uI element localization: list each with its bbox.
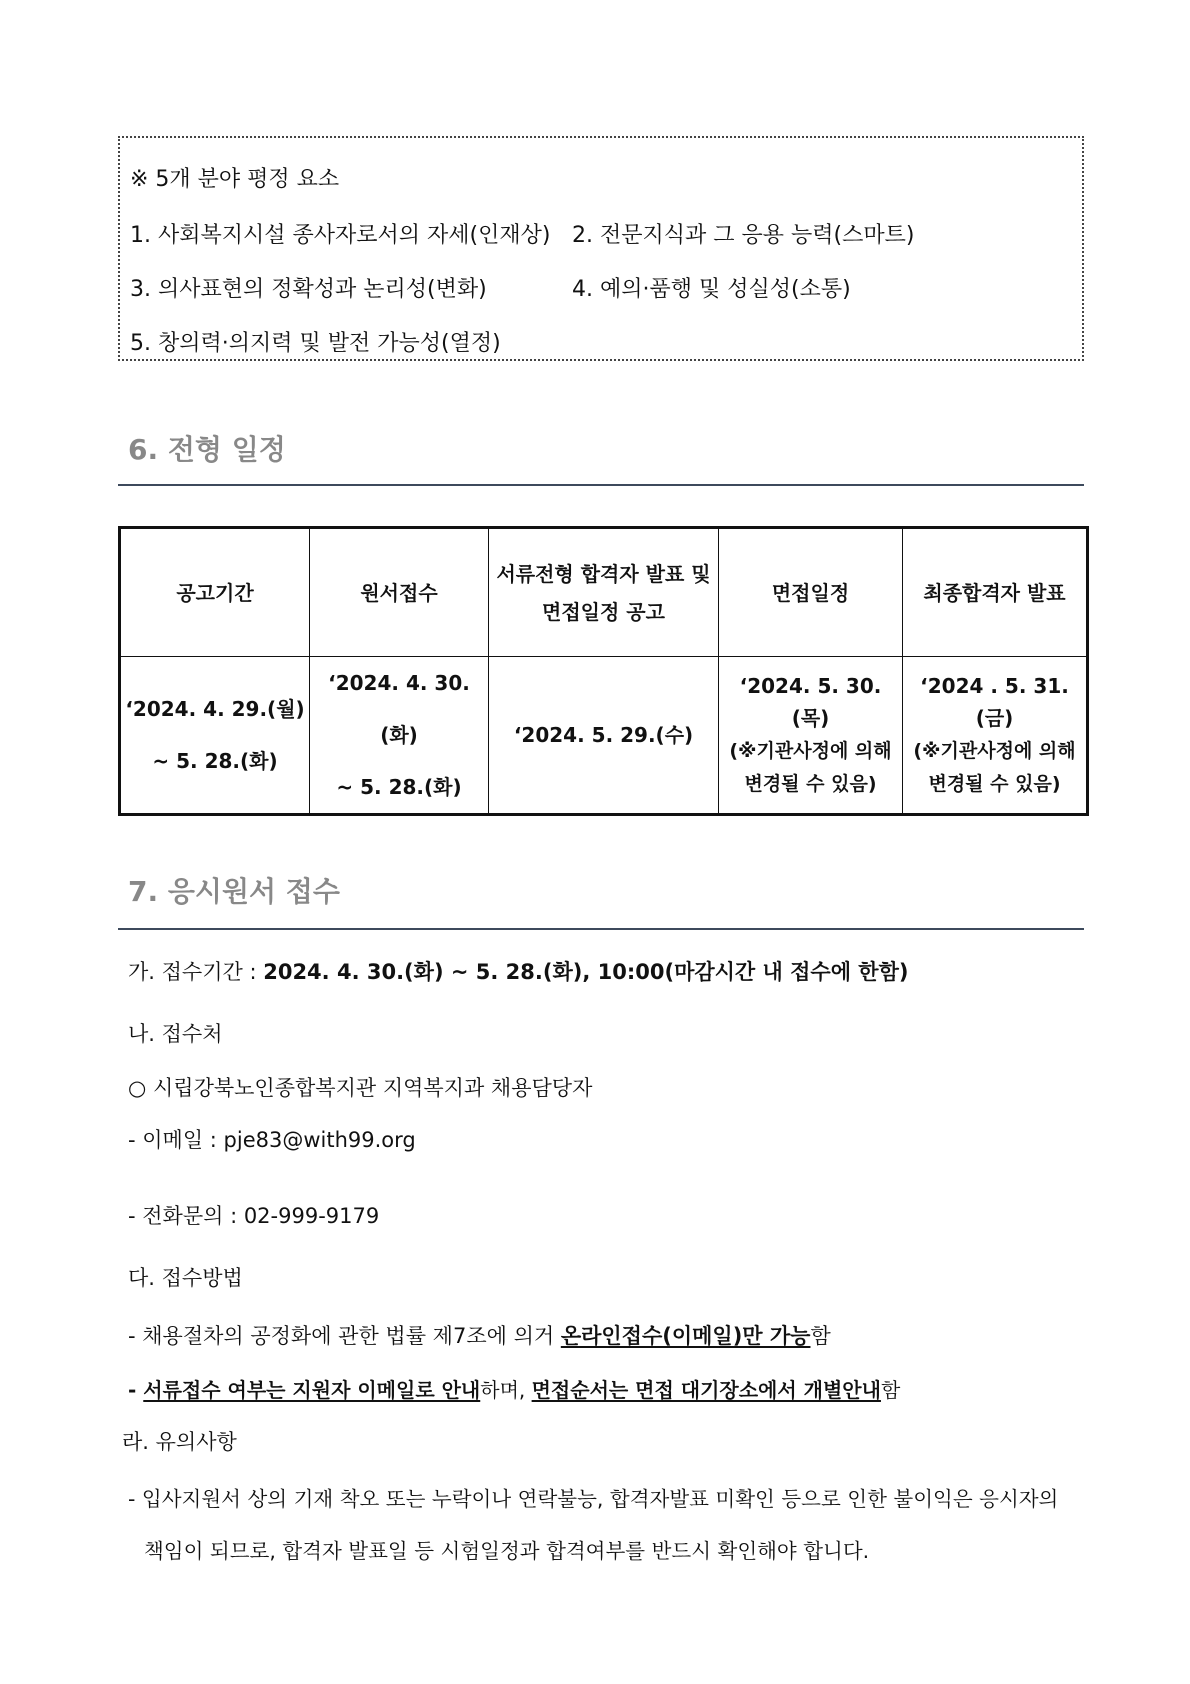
cell-final-result bbox=[903, 657, 1088, 815]
criteria-item-4: 4. 예의·품행 및 성실성(소통) bbox=[572, 277, 851, 302]
schedule-table bbox=[118, 526, 1089, 816]
cell-receipt-end: ~ 5. 28.(화) bbox=[336, 775, 462, 799]
method-2-mid: 하며, bbox=[480, 1378, 532, 1402]
receipt-method-line-2 bbox=[128, 1374, 900, 1403]
criteria-item-3: 3. 의사표현의 정확성과 논리성(변화) bbox=[130, 277, 487, 302]
cell-application-receipt bbox=[310, 657, 489, 815]
cell-announcement-end: ~ 5. 28.(화) bbox=[152, 749, 278, 773]
cell-final-date: ‘2024 . 5. 31.(금) bbox=[920, 674, 1069, 730]
cell-announcement-period bbox=[120, 657, 310, 815]
header-application-receipt: 원서접수 bbox=[310, 528, 489, 657]
section-6-title: 6. 전형 일정 bbox=[128, 433, 286, 466]
receipt-period-label: 가. 접수기간 : bbox=[128, 960, 264, 984]
method-2-suffix: 함 bbox=[880, 1378, 901, 1402]
receipt-email: - 이메일 : pje83@with99.org bbox=[128, 1128, 416, 1152]
receipt-period-line bbox=[128, 956, 908, 986]
receipt-method-heading: 다. 접수방법 bbox=[128, 1266, 243, 1290]
cell-interview-note-2: 변경될 수 있음) bbox=[744, 773, 877, 795]
criteria-item-2: 2. 전문지식과 그 응용 능력(스마트) bbox=[572, 223, 915, 248]
criteria-item-1: 1. 사회복지시설 종사자로서의 자세(인재상) bbox=[130, 223, 551, 248]
header-document-result-line1: 서류전형 합격자 발표 및 bbox=[496, 561, 711, 586]
header-interview-schedule: 면접일정 bbox=[719, 528, 903, 657]
cell-announcement-start: ‘2024. 4. 29.(월) bbox=[125, 697, 305, 721]
cell-interview-date: ‘2024. 5. 30.(목) bbox=[739, 674, 882, 730]
method-1-suffix: 함 bbox=[810, 1324, 831, 1348]
cell-interview-schedule bbox=[719, 657, 903, 815]
section-7-divider bbox=[118, 928, 1084, 930]
method-1-emphasis: 온라인접수(이메일)만 가능 bbox=[560, 1324, 811, 1348]
notes-line-2: 책임이 되므로, 합격자 발표일 등 시험일정과 합격여부를 반드시 확인해야 합니다. bbox=[144, 1539, 870, 1563]
cell-receipt-start: ‘2024. 4. 30.(화) bbox=[328, 671, 470, 747]
cell-final-note-1: (※기관사정에 의해 bbox=[913, 740, 1076, 762]
notes-heading: 라. 유의사항 bbox=[122, 1430, 237, 1454]
method-1-prefix: - 채용절차의 공정화에 관한 법률 제7조에 의거 bbox=[128, 1324, 561, 1348]
receipt-place-heading: 나. 접수처 bbox=[128, 1022, 223, 1046]
header-document-result-line2: 면접일정 공고 bbox=[542, 599, 665, 624]
cell-final-note-2: 변경될 수 있음) bbox=[928, 773, 1061, 795]
cell-interview-note-1: (※기관사정에 의해 bbox=[729, 740, 892, 762]
header-announcement-period: 공고기간 bbox=[120, 528, 310, 657]
notes-line-1: - 입사지원서 상의 기재 착오 또는 누락이나 연락불능, 합격자발표 미확인 등으로 인한 불이익은 응시자의 bbox=[128, 1487, 1059, 1511]
receipt-method-line-1 bbox=[128, 1320, 831, 1350]
method-2-emphasis-1: 서류접수 여부는 지원자 이메일로 안내 bbox=[143, 1378, 481, 1402]
schedule-data-row bbox=[120, 657, 1088, 815]
section-6-divider bbox=[118, 484, 1084, 486]
header-document-result bbox=[489, 528, 719, 657]
criteria-heading: ※ 5개 분야 평정 요소 bbox=[130, 167, 340, 192]
cell-document-result: ‘2024. 5. 29.(수) bbox=[489, 657, 719, 815]
evaluation-criteria-box bbox=[118, 136, 1084, 361]
section-7-title: 7. 응시원서 접수 bbox=[128, 875, 340, 908]
method-2-emphasis-2: 면접순서는 면접 대기장소에서 개별안내 bbox=[531, 1378, 881, 1402]
receipt-phone: - 전화문의 : 02-999-9179 bbox=[128, 1204, 380, 1228]
schedule-header-row bbox=[120, 528, 1088, 657]
header-final-result: 최종합격자 발표 bbox=[903, 528, 1088, 657]
criteria-item-5: 5. 창의력·의지력 및 발전 가능성(열정) bbox=[130, 331, 501, 356]
receipt-place: ○ 시립강북노인종합복지관 지역복지과 채용담당자 bbox=[128, 1076, 593, 1100]
method-2-dash: - bbox=[128, 1378, 144, 1402]
receipt-period-value: 2024. 4. 30.(화) ~ 5. 28.(화), 10:00(마감시간 내 접수에 한함) bbox=[263, 960, 909, 984]
